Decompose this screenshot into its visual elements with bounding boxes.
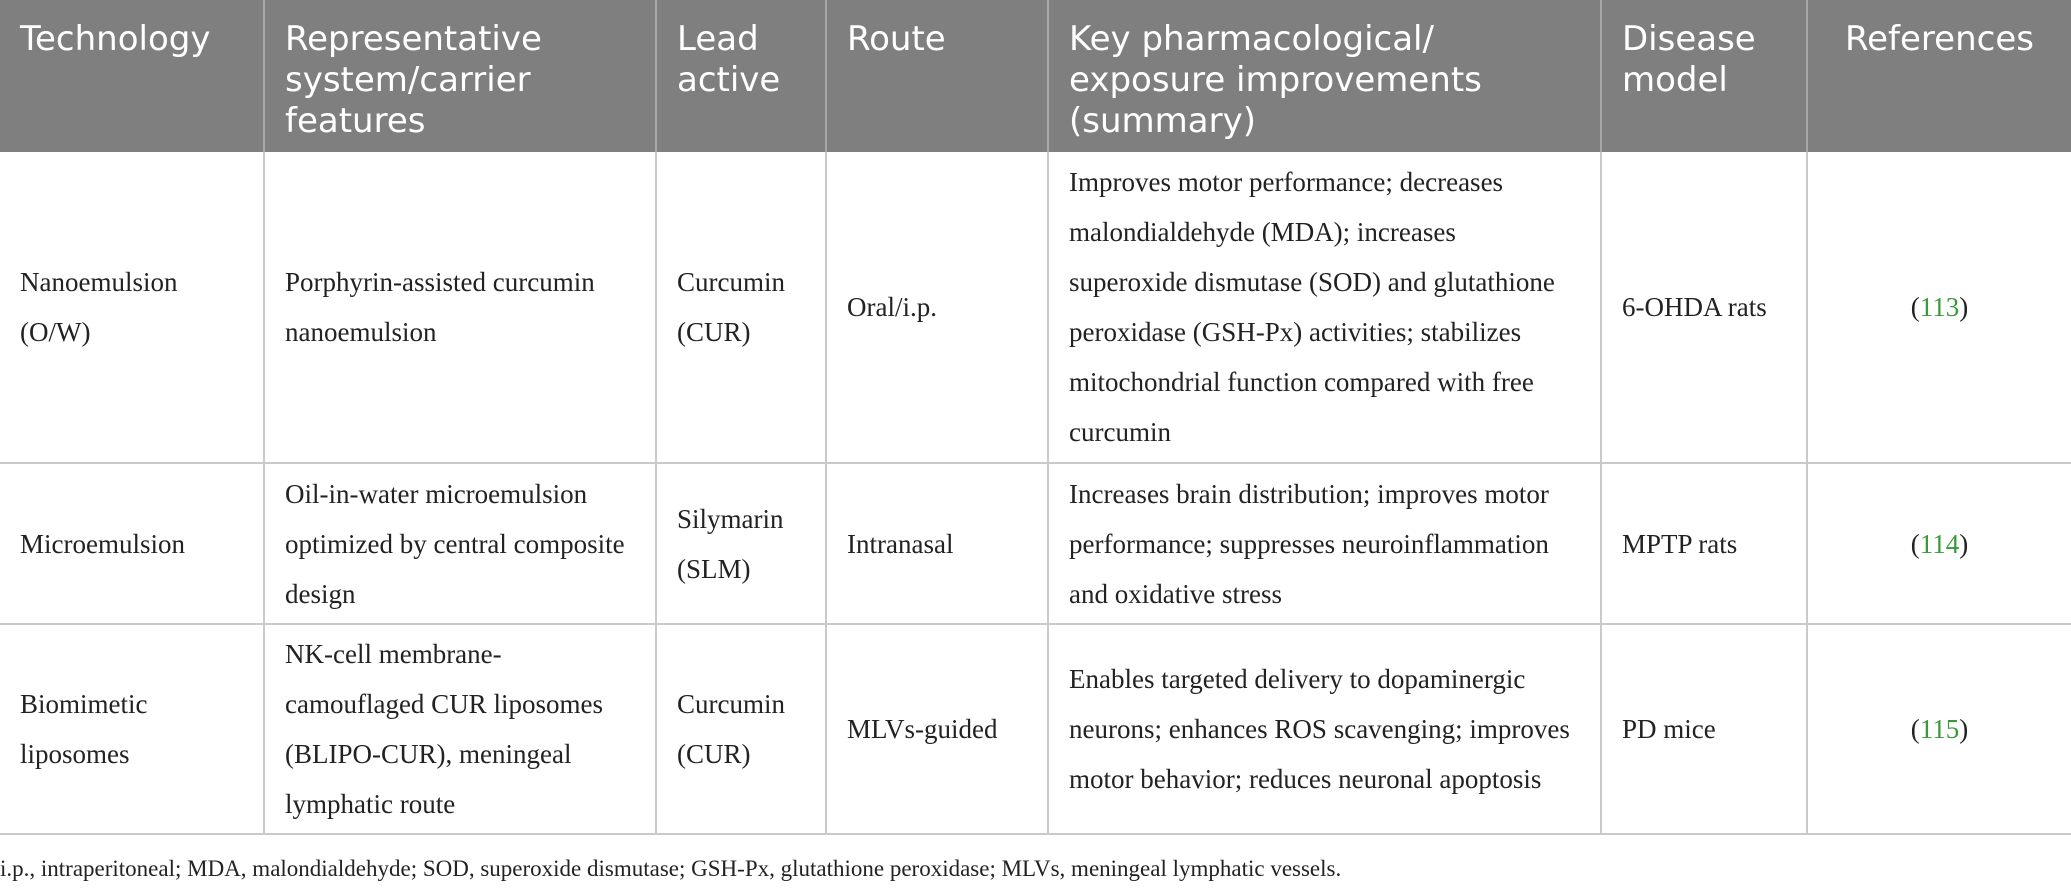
cell-reference: (114): [1807, 463, 2071, 624]
header-disease-model: Disease model: [1601, 0, 1807, 152]
cell-lead-active: Silymarin (SLM): [656, 463, 826, 624]
cell-disease-model: 6-OHDA rats: [1601, 152, 1807, 463]
cell-lead-active: Curcumin (CUR): [656, 624, 826, 834]
cell-disease-model: PD mice: [1601, 624, 1807, 834]
cell-system: NK-cell membrane-camouflaged CUR liposomes (BLIPO-CUR), meningeal lymphatic route: [264, 624, 656, 834]
header-lead-active: Lead active: [656, 0, 826, 152]
header-references: References: [1807, 0, 2071, 152]
cell-technology: Microemulsion: [0, 463, 264, 624]
cell-reference: (115): [1807, 624, 2071, 834]
table-row: [0, 463, 2071, 624]
cell-reference: (113): [1807, 152, 2071, 463]
cell-system: Oil-in-water microemulsion optimized by central composite design: [264, 463, 656, 624]
cell-improvements: Increases brain distribution; improves motor performance; suppresses neuroinflammation and oxidative stress: [1048, 463, 1601, 624]
cell-improvements: Improves motor performance; decreases malondialdehyde (MDA); increases superoxide dismutase (SOD) and glutathione peroxidase (GSH-Px) activities; stabilizes mitochondrial function compared with free curcumin: [1048, 152, 1601, 463]
cell-route: Oral/i.p.: [826, 152, 1048, 463]
reference-link[interactable]: 115: [1919, 714, 1960, 744]
header-improvements: Key pharmacological/ exposure improvements (summary): [1048, 0, 1601, 152]
cell-disease-model: MPTP rats: [1601, 463, 1807, 624]
cell-route: MLVs-guided: [826, 624, 1048, 834]
table-footnote: i.p., intraperitoneal; MDA, malondialdehyde; SOD, superoxide dismutase; GSH-Px, glutathione peroxidase; MLVs, meningeal lymphatic vessels.: [0, 856, 1342, 881]
cell-technology: Nanoemulsion (O/W): [0, 152, 264, 463]
cell-route: Intranasal: [826, 463, 1048, 624]
reference-link[interactable]: 114: [1919, 528, 1960, 559]
header-technology: Technology: [0, 0, 264, 152]
reference-link[interactable]: 113: [1919, 292, 1960, 322]
header-row: [0, 0, 2071, 152]
table-row: [0, 624, 2071, 834]
cell-lead-active: Curcumin (CUR): [656, 152, 826, 463]
table-row: [0, 152, 2071, 463]
cell-improvements: Enables targeted delivery to dopaminergic neurons; enhances ROS scavenging; improves motor behavior; reduces neuronal apoptosis: [1048, 624, 1601, 834]
header-system: Representative system/carrier features: [264, 0, 656, 152]
cell-technology: Biomimetic liposomes: [0, 624, 264, 834]
cell-system: Porphyrin-assisted curcumin nanoemulsion: [264, 152, 656, 463]
header-route: Route: [826, 0, 1048, 152]
